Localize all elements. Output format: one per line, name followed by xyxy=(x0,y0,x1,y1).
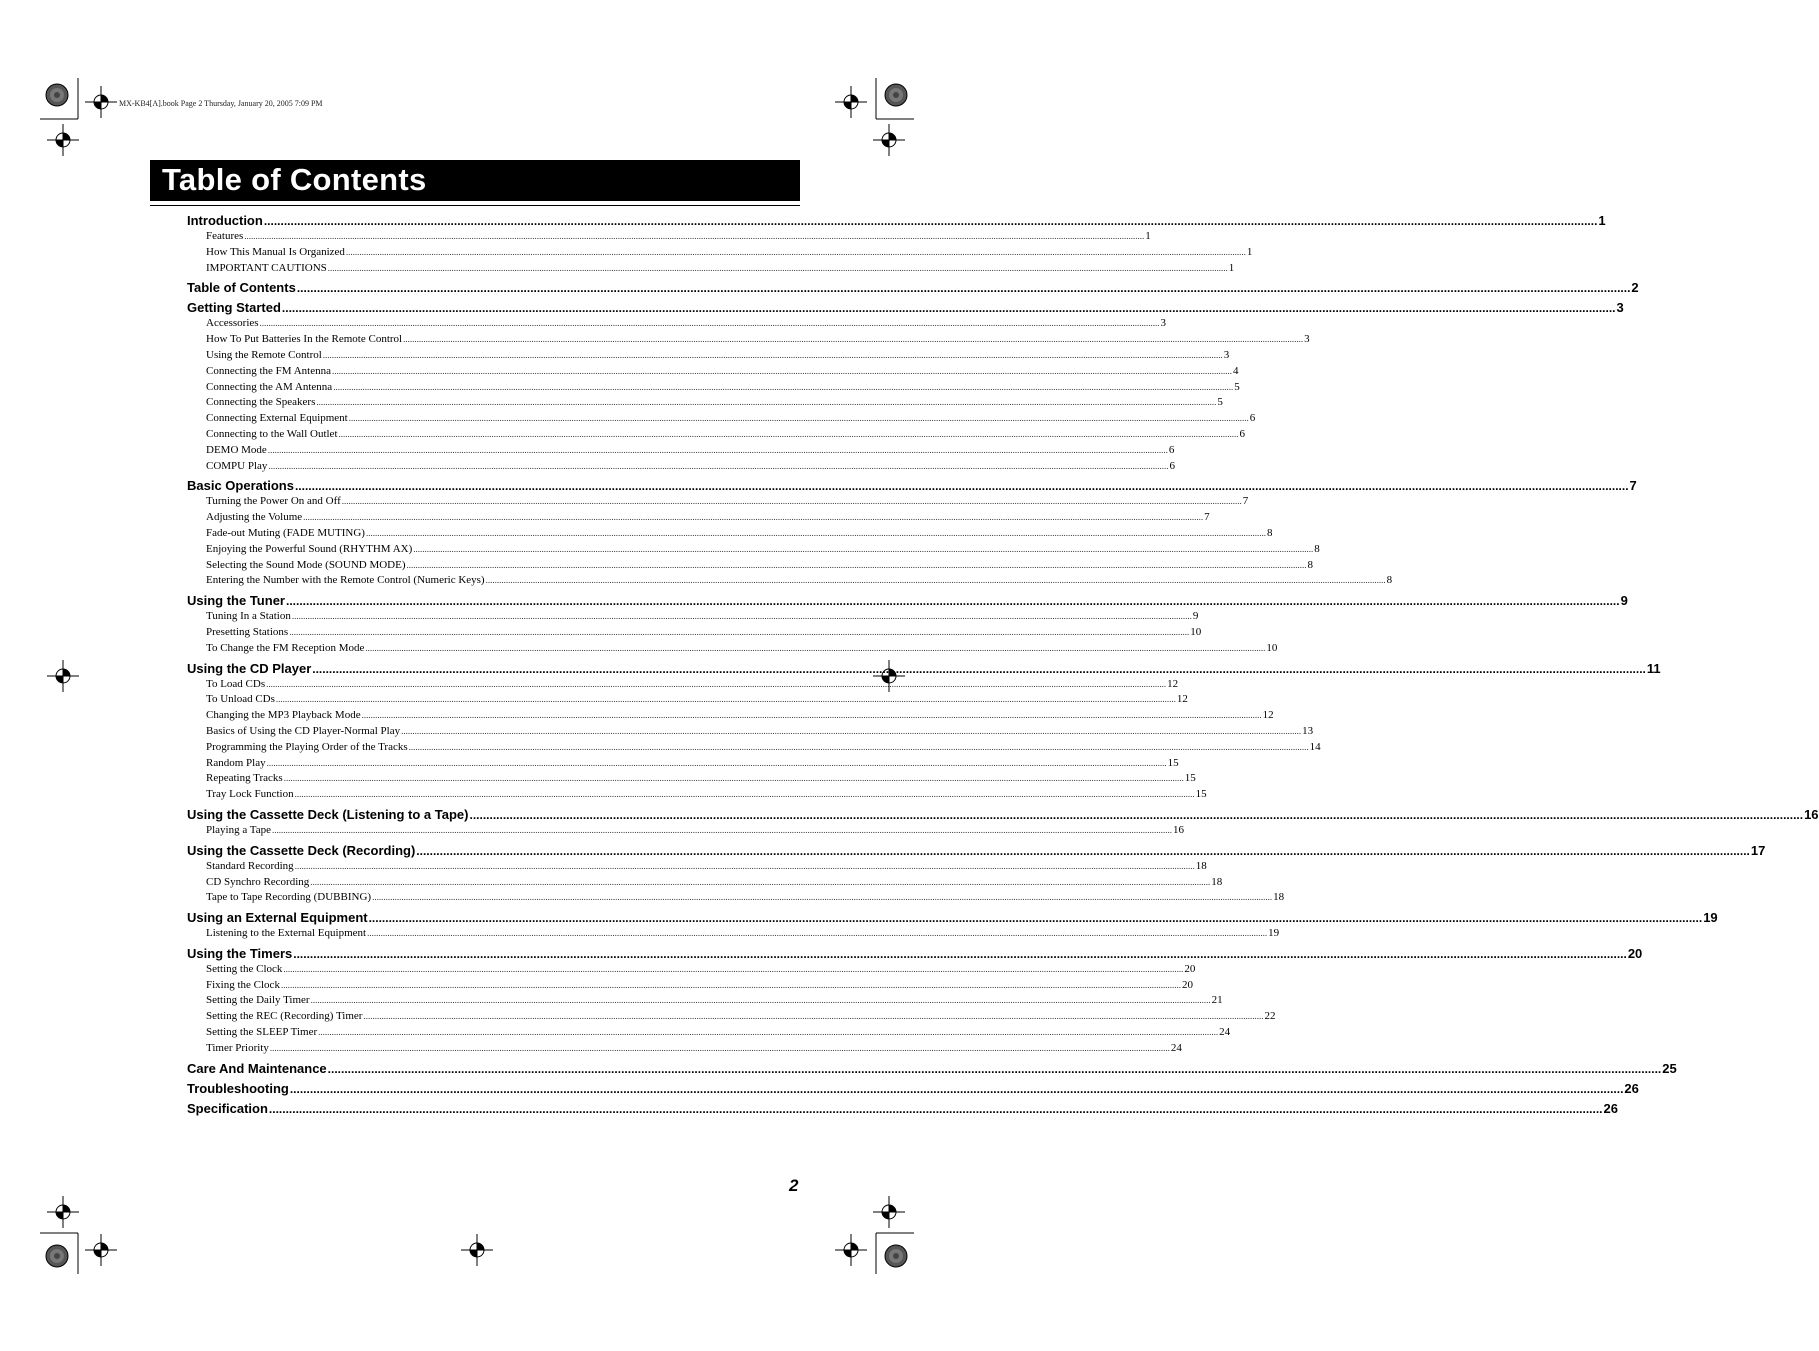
toc-label: Listening to the External Equipment xyxy=(206,927,367,940)
toc-subsection[interactable] xyxy=(187,926,1280,942)
toc-page-number: 15 xyxy=(1184,772,1196,785)
table-of-contents xyxy=(187,213,1819,1117)
toc-label: Using the CD Player xyxy=(187,660,312,676)
toc-leader-dots: ................................................................................................................................................................................................................................................................................................................................................................................................................ xyxy=(408,741,1309,752)
toc-page-number: 7 xyxy=(1629,478,1637,494)
toc-page-number: 5 xyxy=(1217,396,1223,409)
toc-leader-dots: ................................................................................................................................................................................................................................................................................................................................................................................................................ xyxy=(406,559,1307,570)
toc-label: Random Play xyxy=(206,756,266,769)
toc-page-number: 1 xyxy=(1246,245,1253,258)
toc-label: Programming the Playing Order of the Tracks xyxy=(206,740,408,753)
toc-page-number: 18 xyxy=(1195,859,1207,872)
toc-leader-dots: ................................................................................................................................................................................................................................................................................................................................................................................................................ xyxy=(372,892,1273,903)
toc-subsection[interactable] xyxy=(187,395,1223,411)
toc-page-number: 20 xyxy=(1184,962,1196,975)
toc-section[interactable] xyxy=(187,478,1637,494)
toc-page-number: 14 xyxy=(1309,740,1321,753)
toc-leader-dots: ................................................................................................................................................................................................................................................................................................................................................................................................................ xyxy=(333,381,1234,392)
toc-section[interactable] xyxy=(187,1080,1639,1097)
toc-label: Fade-out Muting (FADE MUTING) xyxy=(206,526,365,539)
toc-subsection[interactable] xyxy=(187,364,1239,380)
toc-leader-dots: ................................................................................................................................................................................................................................................................................................................................................................................................................ xyxy=(312,661,1646,676)
toc-leader-dots: ................................................................................................................................................................................................................................................................................................................................................................................................................ xyxy=(283,773,1184,784)
toc-label: Connecting the AM Antenna xyxy=(206,380,333,393)
toc-subsection[interactable] xyxy=(187,677,1179,693)
toc-leader-dots: ................................................................................................................................................................................................................................................................................................................................................................................................................ xyxy=(266,678,1167,689)
toc-page-number: 4 xyxy=(1232,364,1239,377)
toc-leader-dots: ................................................................................................................................................................................................................................................................................................................................................................................................................ xyxy=(322,349,1223,360)
toc-label: Tape to Tape Recording (DUBBING) xyxy=(206,891,372,904)
toc-page-number: 12 xyxy=(1262,709,1274,722)
toc-subsection[interactable] xyxy=(187,823,1185,839)
toc-label: Connecting the FM Antenna xyxy=(206,364,331,377)
toc-section[interactable] xyxy=(187,910,1718,926)
toc-label: Selecting the Sound Mode (SOUND MODE) xyxy=(206,558,406,571)
toc-label: Setting the SLEEP Timer xyxy=(206,1026,318,1039)
title-underline xyxy=(150,205,800,206)
toc-subsection[interactable] xyxy=(187,316,1167,332)
toc-page-number: 13 xyxy=(1302,724,1314,737)
toc-leader-dots: ................................................................................................................................................................................................................................................................................................................................................................................................................ xyxy=(327,262,1228,273)
toc-leader-dots: ................................................................................................................................................................................................................................................................................................................................................................................................................ xyxy=(403,334,1304,345)
toc-leader-dots: ................................................................................................................................................................................................................................................................................................................................................................................................................ xyxy=(318,1027,1219,1038)
toc-label: Setting the Daily Timer xyxy=(206,994,310,1007)
toc-subsection[interactable] xyxy=(187,245,1253,261)
toc-subsection[interactable] xyxy=(187,427,1246,443)
toc-leader-dots: ................................................................................................................................................................................................................................................................................................................................................................................................................ xyxy=(296,281,1631,296)
toc-section[interactable] xyxy=(187,660,1661,677)
toc-label: Troubleshooting xyxy=(187,1080,289,1096)
toc-leader-dots: ................................................................................................................................................................................................................................................................................................................................................................................................................ xyxy=(363,1011,1264,1022)
toc-section[interactable] xyxy=(187,1100,1618,1117)
toc-leader-dots: ................................................................................................................................................................................................................................................................................................................................................................................................................ xyxy=(401,725,1302,736)
toc-page-number: 8 xyxy=(1266,526,1273,539)
toc-page-number: 8 xyxy=(1314,542,1320,555)
toc-label: To Change the FM Reception Mode xyxy=(206,641,365,654)
toc-leader-dots: ................................................................................................................................................................................................................................................................................................................................................................................................................ xyxy=(303,512,1204,523)
print-slug: MX-KB4[A].book Page 2 Thursday, January 20, 2005 7:09 PM xyxy=(119,99,323,108)
toc-page-number: 9 xyxy=(1192,610,1199,623)
toc-page-number: 1 xyxy=(1228,261,1235,274)
toc-page-number: 17 xyxy=(1750,842,1766,858)
toc-page-number: 19 xyxy=(1703,910,1718,926)
toc-label: How This Manual Is Organized xyxy=(206,245,345,258)
toc-page-number: 7 xyxy=(1242,495,1249,508)
toc-label: CD Synchro Recording xyxy=(206,875,310,888)
toc-leader-dots: ................................................................................................................................................................................................................................................................................................................................................................................................................ xyxy=(244,231,1145,241)
toc-label: Features xyxy=(206,230,244,242)
page-number: 2 xyxy=(789,1176,799,1195)
toc-subsection[interactable] xyxy=(187,558,1314,574)
toc-label: Fixing the Clock xyxy=(206,978,280,991)
toc-leader-dots: ................................................................................................................................................................................................................................................................................................................................................................................................................ xyxy=(291,611,1192,622)
toc-page-number: 16 xyxy=(1173,823,1185,836)
toc-subsection[interactable] xyxy=(187,625,1202,641)
toc-page-number: 1 xyxy=(1598,213,1606,228)
toc-page-number: 1 xyxy=(1145,230,1151,242)
toc-label: Using the Tuner xyxy=(187,593,285,609)
toc-label: Using the Cassette Deck (Listening to a Tape) xyxy=(187,806,469,822)
toc-label: Presetting Stations xyxy=(206,625,289,638)
toc-subsection[interactable] xyxy=(187,740,1321,756)
toc-page-number: 10 xyxy=(1266,641,1278,654)
toc-leader-dots: ................................................................................................................................................................................................................................................................................................................................................................................................................ xyxy=(365,642,1266,653)
toc-leader-dots: ................................................................................................................................................................................................................................................................................................................................................................................................................ xyxy=(368,911,1703,926)
toc-label: Care And Maintenance xyxy=(187,1060,327,1076)
toc-subsection[interactable] xyxy=(187,348,1230,364)
toc-leader-dots: ................................................................................................................................................................................................................................................................................................................................................................................................................ xyxy=(285,594,1620,609)
toc-leader-dots: ................................................................................................................................................................................................................................................................................................................................................................................................................ xyxy=(413,543,1314,554)
toc-page-number: 8 xyxy=(1307,558,1314,571)
toc-leader-dots: ................................................................................................................................................................................................................................................................................................................................................................................................................ xyxy=(485,575,1386,586)
toc-leader-dots: ................................................................................................................................................................................................................................................................................................................................................................................................................ xyxy=(259,318,1160,329)
toc-subsection[interactable] xyxy=(187,641,1278,657)
toc-subsection[interactable] xyxy=(187,573,1393,589)
toc-page-number: 24 xyxy=(1219,1026,1231,1039)
toc-subsection[interactable] xyxy=(187,771,1196,787)
toc-section[interactable] xyxy=(187,806,1819,823)
toc-leader-dots: ................................................................................................................................................................................................................................................................................................................................................................................................................ xyxy=(267,444,1168,455)
page-title: Table of Contents xyxy=(162,162,427,197)
toc-subsection[interactable] xyxy=(187,443,1175,459)
toc-subsection[interactable] xyxy=(187,526,1273,542)
toc-page-number: 15 xyxy=(1167,756,1179,769)
toc-page-number: 22 xyxy=(1264,1010,1276,1023)
toc-label: To Unload CDs xyxy=(206,693,275,706)
toc-label: Tuning In a Station xyxy=(206,610,291,623)
toc-subsection[interactable] xyxy=(187,1025,1231,1041)
toc-leader-dots: ................................................................................................................................................................................................................................................................................................................................................................................................................ xyxy=(268,1101,1603,1116)
toc-leader-dots: ................................................................................................................................................................................................................................................................................................................................................................................................................ xyxy=(341,496,1242,507)
toc-page-number: 3 xyxy=(1160,317,1167,330)
toc-label: Connecting to the Wall Outlet xyxy=(206,427,338,440)
toc-page-number: 16 xyxy=(1804,806,1819,822)
toc-page-number: 11 xyxy=(1646,660,1661,676)
toc-subsection[interactable] xyxy=(187,510,1210,526)
toc-subsection[interactable] xyxy=(187,724,1314,740)
toc-label: Using the Remote Control xyxy=(206,348,322,361)
toc-subsection[interactable] xyxy=(187,978,1193,994)
toc-page-number: 21 xyxy=(1211,994,1223,1007)
toc-subsection[interactable] xyxy=(187,494,1249,510)
toc-label: Introduction xyxy=(187,213,263,228)
toc-label: Getting Started xyxy=(187,300,281,316)
toc-leader-dots: ................................................................................................................................................................................................................................................................................................................................................................................................................ xyxy=(331,365,1232,376)
toc-label: Setting the REC (Recording) Timer xyxy=(206,1010,363,1023)
toc-label: Table of Contents xyxy=(187,280,296,296)
toc-section[interactable] xyxy=(187,1060,1677,1077)
toc-label: Using the Timers xyxy=(187,945,293,961)
toc-leader-dots: ................................................................................................................................................................................................................................................................................................................................................................................................................ xyxy=(283,963,1184,974)
toc-label: Playing a Tape xyxy=(206,823,272,836)
toc-label: Entering the Number with the Remote Control (Numeric Keys) xyxy=(206,574,485,587)
toc-page-number: 10 xyxy=(1190,625,1202,638)
toc-subsection[interactable] xyxy=(187,708,1274,724)
toc-leader-dots: ................................................................................................................................................................................................................................................................................................................................................................................................................ xyxy=(294,860,1195,871)
toc-subsection[interactable] xyxy=(187,962,1196,978)
toc-leader-dots: ................................................................................................................................................................................................................................................................................................................................................................................................................ xyxy=(281,301,1616,316)
toc-label: How To Put Batteries In the Remote Control xyxy=(206,333,403,346)
toc-section[interactable] xyxy=(187,213,1606,229)
toc-subsection[interactable] xyxy=(187,380,1240,396)
toc-label: Turning the Power On and Off xyxy=(206,495,341,508)
toc-page-number: 15 xyxy=(1195,788,1207,801)
toc-label: Enjoying the Powerful Sound (RHYTHM AX) xyxy=(206,542,413,555)
toc-leader-dots: ................................................................................................................................................................................................................................................................................................................................................................................................................ xyxy=(289,1081,1624,1096)
toc-page-number: 25 xyxy=(1662,1060,1677,1076)
toc-label: Timer Priority xyxy=(206,1041,269,1054)
toc-page-number: 7 xyxy=(1204,511,1210,524)
toc-page-number: 5 xyxy=(1234,380,1240,393)
toc-label: Basics of Using the CD Player-Normal Play xyxy=(206,724,401,737)
toc-label: Accessories xyxy=(206,317,259,330)
toc-section[interactable] xyxy=(187,593,1628,609)
toc-leader-dots: ................................................................................................................................................................................................................................................................................................................................................................................................................ xyxy=(365,527,1266,538)
toc-leader-dots: ................................................................................................................................................................................................................................................................................................................................................................................................................ xyxy=(310,876,1211,887)
toc-label: Connecting External Equipment xyxy=(206,412,348,425)
toc-leader-dots: ................................................................................................................................................................................................................................................................................................................................................................................................................ xyxy=(294,789,1195,800)
toc-page-number: 18 xyxy=(1273,891,1285,904)
toc-page-number: 3 xyxy=(1223,348,1230,361)
toc-page-number: 18 xyxy=(1211,875,1223,888)
toc-page-number: 12 xyxy=(1167,677,1179,690)
toc-subsection[interactable] xyxy=(187,1009,1276,1025)
toc-page-number: 19 xyxy=(1268,927,1280,940)
toc-label: Changing the MP3 Playback Mode xyxy=(206,709,361,722)
toc-leader-dots: ................................................................................................................................................................................................................................................................................................................................................................................................................ xyxy=(272,824,1173,835)
toc-label: COMPU Play xyxy=(206,459,268,472)
toc-leader-dots: ................................................................................................................................................................................................................................................................................................................................................................................................................ xyxy=(289,626,1190,637)
toc-label: Using the Cassette Deck (Recording) xyxy=(187,842,416,858)
toc-label: Tray Lock Function xyxy=(206,788,294,801)
toc-page-number: 6 xyxy=(1168,443,1175,456)
toc-page-number: 3 xyxy=(1304,333,1310,346)
toc-section[interactable] xyxy=(187,300,1624,316)
toc-leader-dots: ................................................................................................................................................................................................................................................................................................................................................................................................................ xyxy=(268,460,1169,471)
toc-page-number: 8 xyxy=(1386,574,1393,587)
toc-subsection[interactable] xyxy=(187,875,1223,891)
toc-leader-dots: ................................................................................................................................................................................................................................................................................................................................................................................................................ xyxy=(269,1042,1170,1053)
toc-leader-dots: ................................................................................................................................................................................................................................................................................................................................................................................................................ xyxy=(266,757,1167,768)
toc-label: To Load CDs xyxy=(206,677,266,690)
toc-leader-dots: ................................................................................................................................................................................................................................................................................................................................................................................................................ xyxy=(416,843,1750,858)
toc-subsection[interactable] xyxy=(187,609,1199,625)
toc-subsection[interactable] xyxy=(187,542,1320,558)
toc-label: Adjusting the Volume xyxy=(206,511,303,524)
toc-leader-dots: ................................................................................................................................................................................................................................................................................................................................................................................................................ xyxy=(348,413,1249,424)
toc-subsection[interactable] xyxy=(187,993,1223,1009)
toc-section[interactable] xyxy=(187,280,1639,296)
toc-leader-dots: ................................................................................................................................................................................................................................................................................................................................................................................................................ xyxy=(367,928,1268,939)
toc-label: Basic Operations xyxy=(187,478,294,494)
toc-page-number: 6 xyxy=(1249,412,1256,425)
toc-leader-dots: ................................................................................................................................................................................................................................................................................................................................................................................................................ xyxy=(469,807,1804,822)
toc-leader-dots: ................................................................................................................................................................................................................................................................................................................................................................................................................ xyxy=(310,995,1211,1006)
toc-subsection[interactable] xyxy=(187,756,1179,772)
toc-section[interactable] xyxy=(187,945,1643,962)
toc-page-number: 20 xyxy=(1181,978,1193,991)
toc-page-number: 6 xyxy=(1239,427,1246,440)
title-banner xyxy=(150,160,800,201)
toc-label: Using an External Equipment xyxy=(187,910,368,926)
toc-subsection[interactable] xyxy=(187,787,1207,803)
toc-subsection[interactable] xyxy=(187,229,1151,245)
toc-subsection[interactable] xyxy=(187,459,1175,475)
toc-label: DEMO Mode xyxy=(206,443,267,456)
toc-subsection[interactable] xyxy=(187,692,1188,708)
toc-subsection[interactable] xyxy=(187,890,1285,906)
toc-subsection[interactable] xyxy=(187,411,1256,427)
toc-leader-dots: ................................................................................................................................................................................................................................................................................................................................................................................................................ xyxy=(293,946,1627,961)
toc-page-number: 9 xyxy=(1620,593,1628,609)
toc-leader-dots: ................................................................................................................................................................................................................................................................................................................................................................................................................ xyxy=(280,979,1181,990)
toc-page-number: 2 xyxy=(1631,280,1639,296)
toc-leader-dots: ................................................................................................................................................................................................................................................................................................................................................................................................................ xyxy=(361,710,1262,721)
toc-leader-dots: ................................................................................................................................................................................................................................................................................................................................................................................................................ xyxy=(263,214,1598,228)
toc-page-number: 24 xyxy=(1170,1041,1182,1054)
toc-subsection[interactable] xyxy=(187,261,1235,277)
toc-label: Specification xyxy=(187,1100,268,1116)
toc-leader-dots: ................................................................................................................................................................................................................................................................................................................................................................................................................ xyxy=(294,479,1629,494)
toc-leader-dots: ................................................................................................................................................................................................................................................................................................................................................................................................................ xyxy=(316,397,1217,408)
toc-subsection[interactable] xyxy=(187,859,1207,875)
toc-page-number: 6 xyxy=(1169,459,1175,472)
toc-label: Setting the Clock xyxy=(206,962,283,975)
toc-page-number: 20 xyxy=(1627,945,1643,961)
toc-label: Standard Recording xyxy=(206,859,294,872)
toc-label: IMPORTANT CAUTIONS xyxy=(206,261,327,274)
toc-subsection[interactable] xyxy=(187,332,1310,348)
toc-page-number: 26 xyxy=(1624,1080,1639,1096)
toc-page-number: 12 xyxy=(1176,693,1188,706)
toc-leader-dots: ................................................................................................................................................................................................................................................................................................................................................................................................................ xyxy=(345,246,1246,257)
toc-leader-dots: ................................................................................................................................................................................................................................................................................................................................................................................................................ xyxy=(275,694,1176,705)
toc-label: Repeating Tracks xyxy=(206,772,283,785)
toc-label: Connecting the Speakers xyxy=(206,396,316,409)
toc-leader-dots: ................................................................................................................................................................................................................................................................................................................................................................................................................ xyxy=(338,428,1239,439)
toc-page-number: 3 xyxy=(1616,300,1624,316)
toc-leader-dots: ................................................................................................................................................................................................................................................................................................................................................................................................................ xyxy=(327,1061,1662,1076)
toc-subsection[interactable] xyxy=(187,1041,1182,1057)
toc-section[interactable] xyxy=(187,842,1766,859)
toc-page-number: 26 xyxy=(1603,1100,1618,1116)
